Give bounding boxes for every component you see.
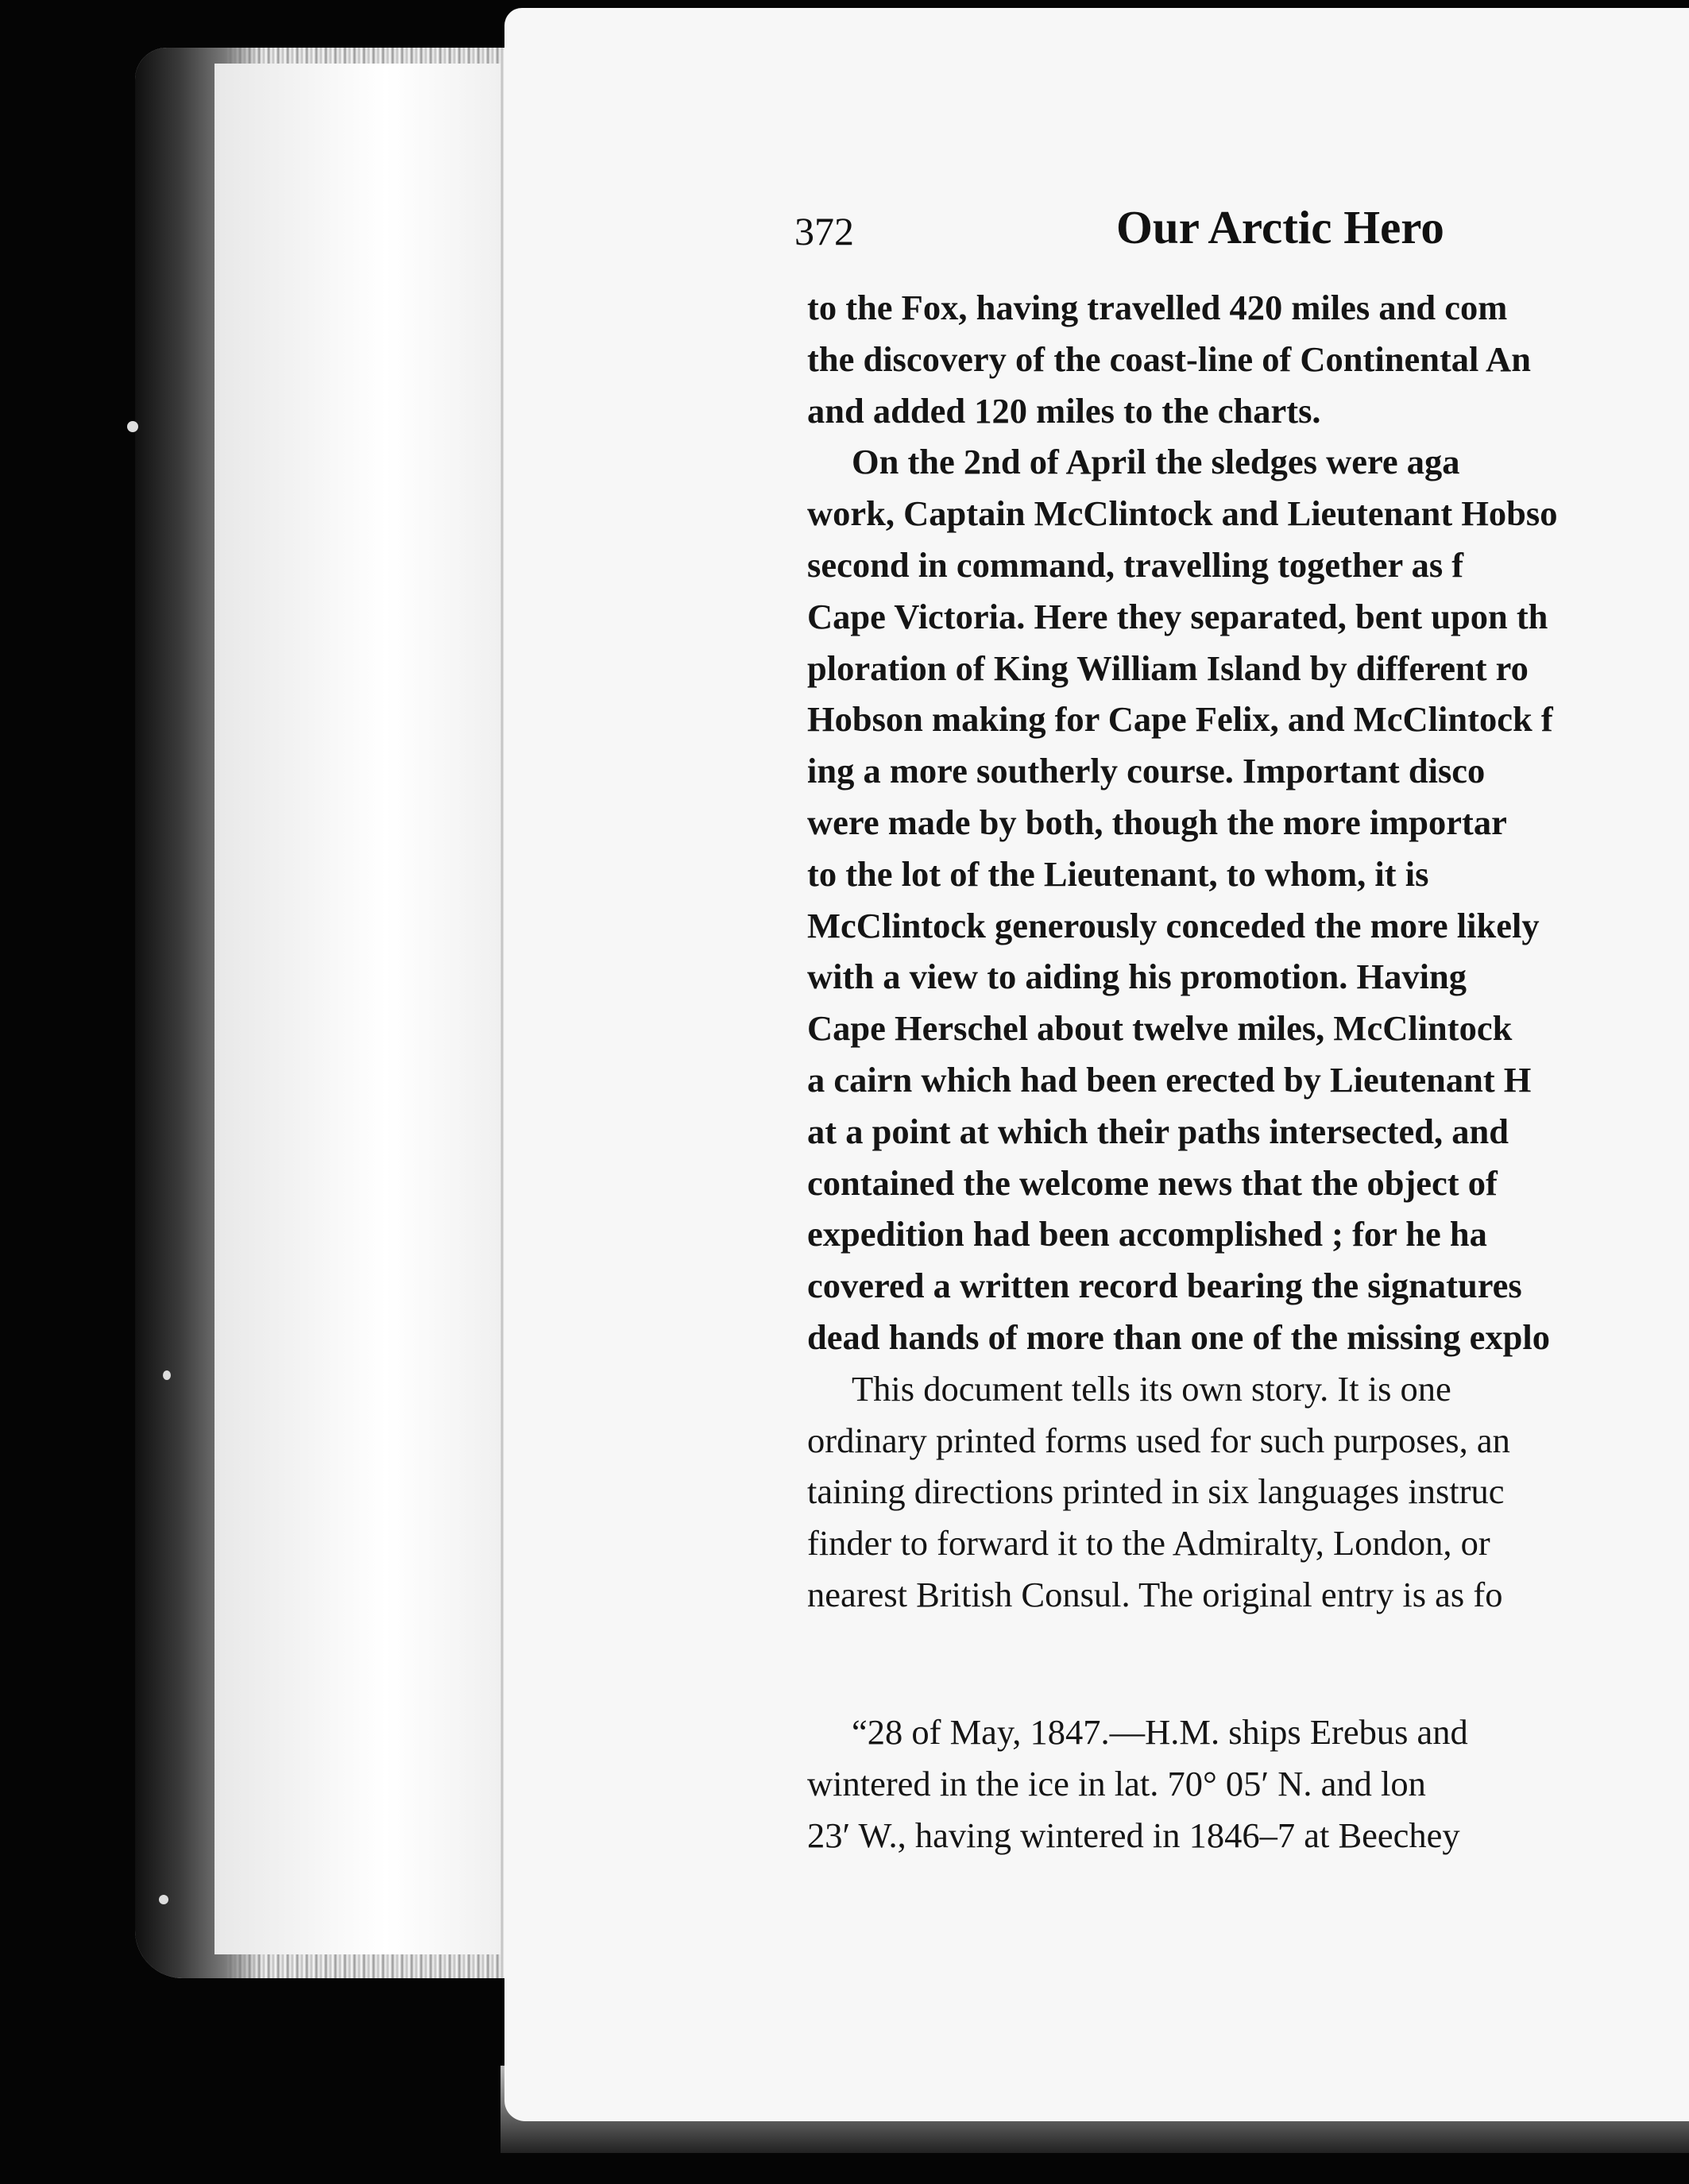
text-line: second in command, travelling together as f — [807, 544, 1464, 585]
text-line: with a view to aiding his promotion. Having — [807, 957, 1467, 997]
text-line: ing a more southerly course. Important disco — [807, 751, 1486, 791]
text-line: nearest British Consul. The original entry is as fo — [807, 1574, 1503, 1614]
text-line: were made by both, though the more importar — [807, 802, 1507, 842]
page-number: 372 — [794, 209, 854, 253]
text-line: to the Fox, having travelled 420 miles and com — [807, 288, 1508, 327]
text-line: ploration of King William Island by different ro — [807, 647, 1529, 688]
text-line: contained the welcome news that the object of — [807, 1162, 1498, 1203]
dust-speck — [127, 421, 138, 432]
dust-speck — [159, 1895, 168, 1904]
quoted-record — [807, 1707, 1689, 1861]
text-line: and added 120 miles to the charts. — [807, 390, 1321, 431]
text-line: McClintock generously conceded the more likely — [807, 905, 1540, 945]
text-line: at a point at which their paths intersected, and — [807, 1111, 1509, 1151]
text-line: taining directions printed in six languages instruc — [807, 1471, 1505, 1512]
text-line: a cairn which had been erected by Lieutenant H — [807, 1059, 1532, 1100]
quote-line: wintered in the ice in lat. 70° 05′ N. and lon — [807, 1763, 1426, 1803]
text-line: dead hands of more than one of the missing explo — [807, 1316, 1551, 1357]
body-text — [807, 282, 1689, 1621]
text-line: covered a written record bearing the signatures — [807, 1266, 1522, 1306]
book-inner-pages — [215, 64, 501, 1954]
text-line: Cape Victoria. Here they separated, bent upon th — [807, 596, 1548, 636]
text-line: Hobson making for Cape Felix, and McClintock f — [807, 699, 1553, 740]
text-line: to the lot of the Lieutenant, to whom, it is — [807, 853, 1429, 894]
text-line: the discovery of the coast-line of Continental An — [807, 338, 1531, 379]
quote-line: “28 of May, 1847.—H.M. ships Erebus and — [852, 1712, 1468, 1752]
text-line: Cape Herschel about twelve miles, McClintock — [807, 1008, 1513, 1049]
text-line: On the 2nd of April the sledges were aga — [852, 442, 1460, 482]
text-line: expedition had been accomplished ; for he ha — [807, 1214, 1487, 1254]
text-line: work, Captain McClintock and Lieutenant Hobso — [807, 493, 1558, 534]
text-line: This document tells its own story. It is one — [852, 1368, 1451, 1409]
quote-line: 23′ W., having wintered in 1846–7 at Beechey — [807, 1815, 1460, 1855]
dust-speck — [163, 1370, 171, 1380]
running-head: Our Arctic Hero — [1116, 201, 1444, 253]
text-line: ordinary printed forms used for such purposes, an — [807, 1420, 1510, 1460]
text-line: finder to forward it to the Admiralty, London, or — [807, 1523, 1490, 1564]
